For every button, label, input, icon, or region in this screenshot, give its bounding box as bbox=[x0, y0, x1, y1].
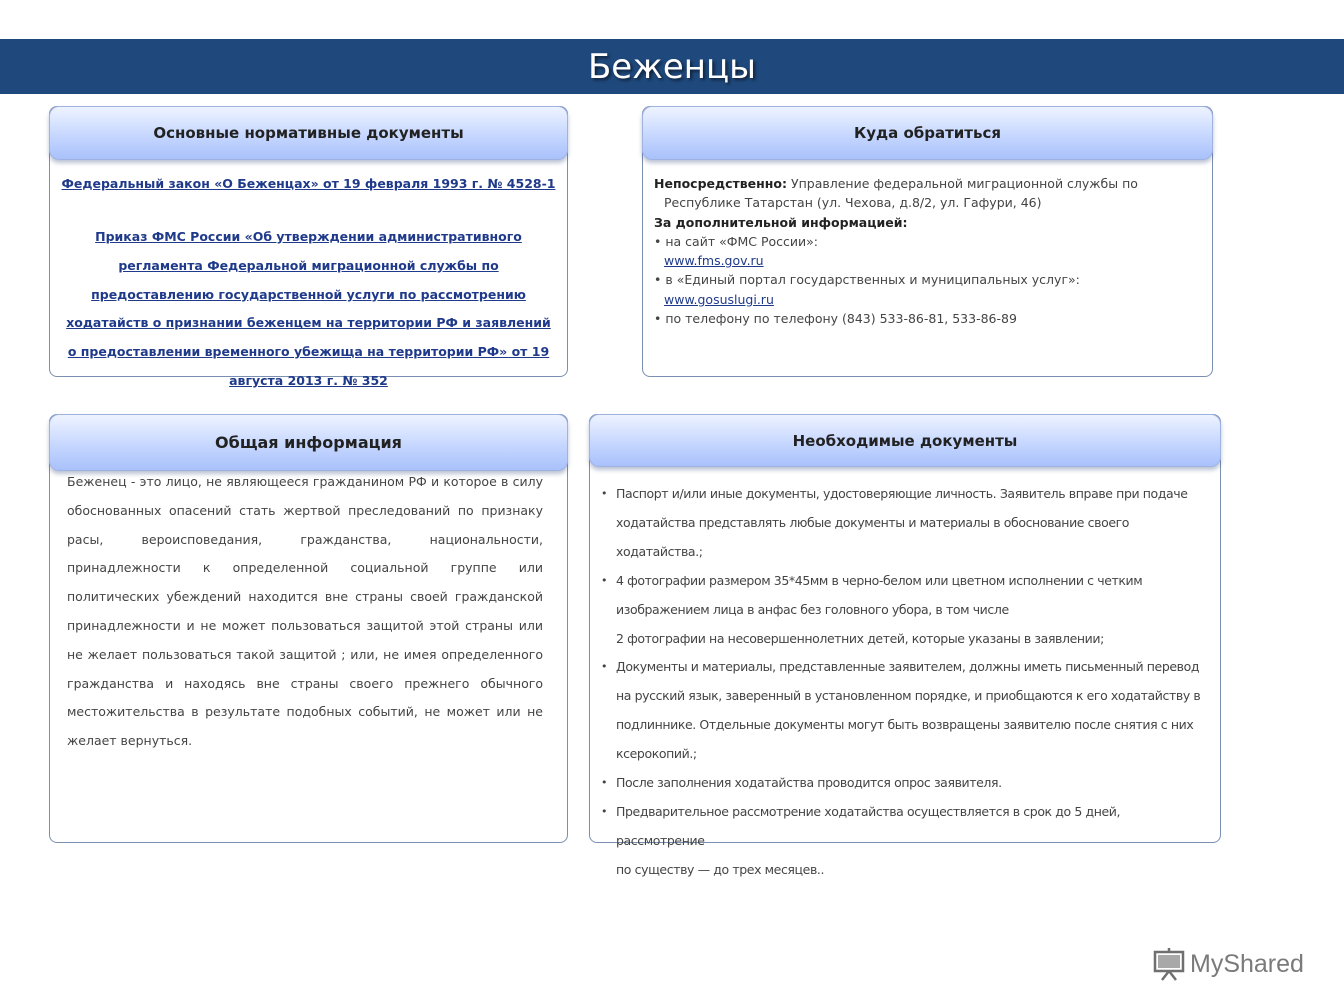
gosuslugi-link[interactable]: www.gosuslugi.ru bbox=[664, 291, 774, 307]
required-documents-header: Необходимые документы bbox=[589, 414, 1221, 467]
contacts-content bbox=[654, 174, 1204, 328]
document-item bbox=[601, 798, 1211, 885]
document-item bbox=[601, 567, 1211, 654]
general-info-text: Беженец - это лицо, не являющееся гражданином РФ и которое в силу обоснованных опасений стать жертвой преследований по признаку расы, вероисповедания, гражданства, национальности, принадлежности к определенной социальной группе или политических убеждений находится вне страны своей гражданской принадлежности и не может пользоваться защитой этой страны или не желает пользоваться такой защитой ; или, не имея определенного гражданства и находясь вне страны своего прежнего обычного местожительства в результате подобных событий, не может или не желает вернуться. bbox=[67, 474, 543, 749]
watermark bbox=[1152, 944, 1312, 984]
required-documents-list bbox=[601, 480, 1211, 885]
document-item-line: Предварительное рассмотрение ходатайства осуществляется в срок до 5 дней, рассмотрение bbox=[616, 803, 1121, 848]
document-item-line: изображением лица в анфас без головного убора, в том числе bbox=[616, 601, 1009, 617]
title-bar bbox=[0, 39, 1344, 94]
portal-label: • в «Единый портал государственных и муниципальных услуг»: bbox=[654, 270, 1204, 289]
contacts-header: Куда обратиться bbox=[642, 106, 1213, 160]
fms-site-link[interactable]: www.fms.gov.ru bbox=[664, 253, 764, 269]
bullet-icon: • bbox=[601, 804, 608, 818]
document-item-line: Документы и материалы, представленные заявителем, должны иметь письменный перевод bbox=[616, 659, 1200, 675]
direct-address: Республике Татарстан (ул. Чехова, д.8/2, ул. Гафури, 46) bbox=[664, 195, 1042, 211]
document-item bbox=[601, 769, 1211, 798]
general-info-header: Общая информация bbox=[49, 414, 568, 471]
bullet-icon: • bbox=[601, 573, 608, 587]
presentation-board-icon bbox=[1152, 947, 1186, 981]
site-label: • на сайт «ФМС России»: bbox=[654, 232, 1204, 251]
document-item-line: по существу — до трех месяцев.. bbox=[616, 861, 825, 877]
normative-documents-header: Основные нормативные документы bbox=[49, 106, 568, 160]
federal-law-link[interactable]: Федеральный закон «О Беженцах» от 19 февраля 1993 г. № 4528-1 bbox=[61, 176, 556, 191]
fms-order-link[interactable]: Приказ ФМС России «Об утверждении административного регламента Федеральной миграционной службы по предоставлению государственной услуги по рассмотрению ходатайств о признании беженцем на территории РФ и заявлений о предоставлении временного убежища на территории РФ» от 19 августа 2013 г. № 352 bbox=[66, 229, 551, 388]
document-item bbox=[601, 653, 1211, 769]
phone-text: • по телефону по телефону (843) 533-86-81, 533-86-89 bbox=[654, 309, 1204, 328]
direct-label: Непосредственно: bbox=[654, 176, 787, 191]
document-item-line: ксерокопий.; bbox=[616, 746, 697, 762]
document-item bbox=[601, 480, 1211, 567]
direct-text: Управление федеральной миграционной службы по bbox=[790, 176, 1138, 191]
bullet-icon: • bbox=[601, 776, 608, 790]
bullet-icon: • bbox=[601, 660, 608, 674]
document-item-line: 4 фотографии размером 35*45мм в черно-белом или цветном исполнении с четким bbox=[616, 572, 1143, 588]
document-item-line: ходатайства представлять любые документы и материалы в обоснование своего ходатайства.; bbox=[616, 514, 1130, 559]
document-item-line: подлиннике. Отдельные документы могут быть возвращены заявителю после снятия с них bbox=[616, 717, 1194, 733]
page-title: Беженцы bbox=[587, 46, 756, 87]
document-item-line: После заполнения ходатайства проводится опрос заявителя. bbox=[616, 775, 1002, 791]
more-info-label: За дополнительной информацией: bbox=[654, 214, 908, 230]
normative-documents-content bbox=[60, 170, 557, 396]
document-item-line: Паспорт и/или иные документы, удостоверяющие личность. Заявитель вправе при подаче bbox=[616, 486, 1188, 501]
document-item-line: 2 фотографии на несовершеннолетних детей, которые указаны в заявлении; bbox=[616, 630, 1104, 646]
watermark-text: MyShared bbox=[1190, 949, 1304, 978]
document-item-line: на русский язык, заверенный в установленном порядке, и приобщаются к его ходатайству в bbox=[616, 688, 1201, 704]
bullet-icon: • bbox=[601, 487, 608, 500]
